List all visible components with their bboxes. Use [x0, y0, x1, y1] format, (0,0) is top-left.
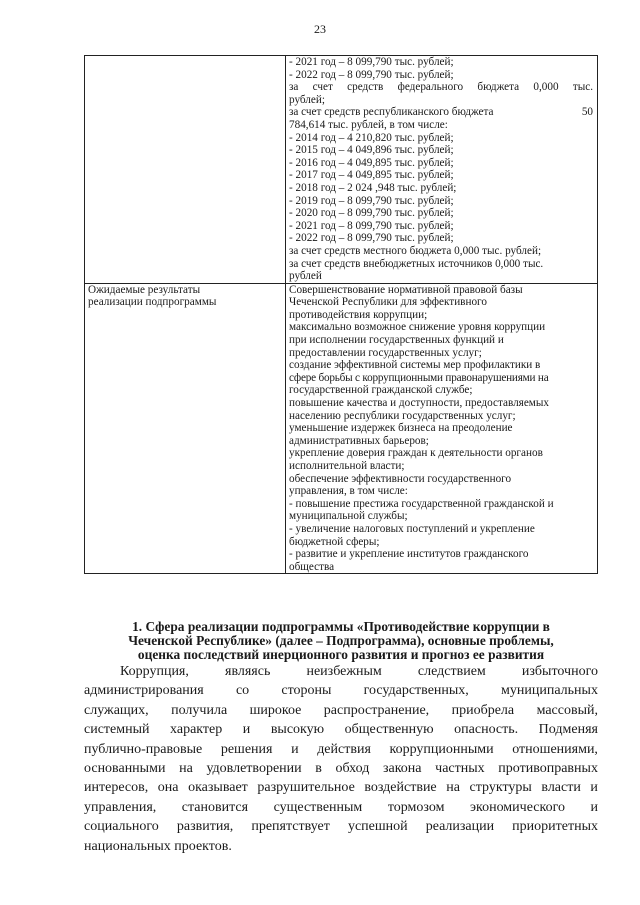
- result-line: бюджетной сферы;: [289, 535, 380, 548]
- paragraph-word: в: [315, 761, 322, 777]
- paragraph-word: высокую: [270, 722, 325, 738]
- funding-line: [289, 81, 593, 94]
- result-line: общества: [289, 560, 335, 573]
- paragraph-word: удовлетворении: [206, 761, 302, 777]
- result-line: исполнительной власти;: [289, 460, 405, 472]
- funding-line: - 2019 год – 8 099,790 тыс. рублей;: [289, 194, 454, 207]
- paragraph-word: на: [446, 780, 460, 796]
- funding-line: - 2016 год – 4 049,895 тыс. рублей;: [289, 156, 454, 169]
- paragraph-word: обход: [335, 761, 370, 777]
- paragraph-word: разрушительное: [257, 780, 355, 796]
- funding-line: - 2020 год – 8 099,790 тыс. рублей;: [289, 207, 454, 220]
- paragraph-word: власти: [541, 780, 581, 796]
- funding-line: - 2018 год – 2 024 ,948 тыс. рублей;: [289, 181, 457, 194]
- paragraph-word: развития,: [176, 819, 234, 835]
- funding-line: - 2017 год – 4 049,895 тыс. рублей;: [289, 169, 454, 182]
- result-line: при исполнении государственных функций и: [289, 334, 504, 347]
- paragraph-word: Подменяя: [538, 722, 598, 738]
- section-heading: [84, 620, 598, 662]
- paragraph-word: муниципальных: [501, 683, 598, 699]
- result-line: обеспечение эффективности государственного: [289, 472, 512, 485]
- funding-line: рублей: [289, 270, 322, 283]
- paragraph-word: реализации: [425, 819, 495, 835]
- funding-line: - 2021 год – 8 099,790 тыс. рублей;: [289, 219, 454, 232]
- subprogram-passport-table: [84, 55, 598, 574]
- paragraph-word: избыточного: [521, 664, 598, 679]
- paragraph-word: становится: [181, 799, 249, 815]
- result-line: Совершенствование нормативной правовой базы: [289, 283, 523, 296]
- paragraph-word: общественную: [344, 722, 434, 738]
- funding-line-text: за счет средств республиканского бюджета: [289, 106, 494, 119]
- funding-line: за счет средств местного бюджета 0,000 тыс. рублей;: [289, 244, 542, 257]
- paragraph-word: тормозом: [387, 799, 445, 815]
- paragraph-word: неизбежным: [306, 664, 382, 679]
- funding-line-text: за счет средств федерального бюджета 0,000 тыс.: [289, 81, 593, 94]
- paragraph-word: экономического: [469, 799, 565, 815]
- paragraph-word: и: [291, 741, 299, 757]
- section-heading-line: Чеченской Республике» (далее – Подпрограмма), основные проблемы,: [128, 633, 554, 648]
- paragraph-line: [84, 701, 598, 720]
- table-cell-expected-results: [286, 283, 598, 574]
- result-line: - повышение престижа государственной гражданской и: [289, 497, 554, 510]
- paragraph-word: решения: [220, 741, 273, 757]
- paragraph-word: служащих,: [84, 702, 149, 718]
- paragraph-word: и: [242, 722, 251, 738]
- body-paragraph: [84, 662, 598, 856]
- paragraph-word: оказывает: [188, 780, 248, 796]
- paragraph-word: характер: [170, 722, 223, 738]
- paragraph-word: отношениями,: [512, 741, 598, 757]
- paragraph-word: публично-правовые: [84, 741, 203, 757]
- result-line: повышение качества и доступности, предоставляемых: [289, 397, 549, 410]
- paragraph-word: приоритетных: [512, 819, 598, 835]
- paragraph-word: частных: [435, 761, 485, 777]
- paragraph-word: и: [590, 799, 598, 815]
- funding-line: 784,614 тыс. рублей, в том числе:: [289, 118, 448, 131]
- result-line: - развитие и укрепление институтов гражданского: [289, 548, 529, 561]
- paragraph-word: широкое: [249, 702, 302, 718]
- paragraph-word: со: [235, 683, 250, 699]
- paragraph-line: [84, 681, 598, 700]
- funding-line: рублей;: [289, 93, 325, 106]
- result-line: максимально возможное снижение уровня коррупции: [289, 321, 546, 334]
- funding-line: [289, 106, 593, 119]
- paragraph-word: существенным: [273, 799, 363, 815]
- table-row-expected-results: [85, 283, 598, 574]
- paragraph-word: и: [590, 780, 598, 796]
- paragraph-word: следствием: [417, 664, 486, 679]
- paragraph-word: системный: [84, 722, 150, 738]
- paragraph-word: государственных,: [363, 683, 469, 699]
- page-number: 23: [314, 22, 326, 36]
- paragraph-line: [84, 837, 598, 856]
- paragraph-line: [84, 720, 598, 739]
- paragraph-word: распространение,: [323, 702, 430, 718]
- paragraph-line: [84, 778, 598, 797]
- table-row-funding: [85, 56, 598, 284]
- paragraph-word: закона: [382, 761, 422, 777]
- funding-line: - 2022 год – 8 099,790 тыс. рублей;: [289, 68, 454, 81]
- paragraph-word: противоправных: [498, 761, 598, 777]
- section-heading-line: 1. Сфера реализации подпрограммы «Противодействие коррупции в: [132, 619, 550, 634]
- result-line: населению республики государственных услуг;: [289, 409, 516, 422]
- funding-line-number: 50: [581, 106, 593, 119]
- result-line: создание эффективной системы мер профилактики в: [289, 359, 541, 372]
- paragraph-word: стороны: [281, 683, 332, 699]
- paragraph-line: [84, 817, 598, 836]
- paragraph-line: [84, 759, 598, 778]
- paragraph-word: Коррупция,: [120, 664, 189, 679]
- section-heading-line: оценка последствий инерционного развития и прогноз ее развития: [137, 647, 545, 662]
- paragraph-line: [84, 740, 598, 759]
- result-line: управления, в том числе:: [289, 485, 408, 498]
- funding-line: - 2015 год – 4 049,896 тыс. рублей;: [289, 144, 454, 157]
- paragraph-word: структуры: [469, 780, 532, 796]
- paragraph-word: интересов,: [84, 780, 149, 796]
- paragraph-word: основанными: [84, 761, 166, 777]
- result-line: укрепление доверия граждан к деятельности органов: [289, 447, 543, 460]
- result-line: государственной гражданской службе;: [289, 384, 473, 397]
- paragraph-word: коррупционными: [389, 741, 494, 757]
- paragraph-word: она: [157, 780, 179, 796]
- funding-line: - 2022 год – 8 099,790 тыс. рублей;: [289, 232, 454, 245]
- result-line: уменьшение издержек бизнеса на преодоление: [289, 422, 513, 435]
- funding-line: - 2021 год – 8 099,790 тыс. рублей;: [289, 56, 454, 68]
- result-line: противодействия коррупции;: [289, 308, 428, 321]
- funding-line: - 2014 год – 4 210,820 тыс. рублей;: [289, 131, 454, 144]
- paragraph-word: получила: [171, 702, 228, 718]
- paragraph-word: администрирования: [84, 683, 204, 699]
- paragraph-word: действия: [317, 741, 371, 757]
- paragraph-word: препятствует: [251, 819, 330, 835]
- result-line: предоставлении государственных услуг;: [289, 346, 482, 359]
- table-cell-funding: [286, 56, 598, 284]
- paragraph-word: воздействие: [364, 780, 437, 796]
- paragraph-word: опасность.: [454, 722, 519, 738]
- expected-results-label: Ожидаемые результаты: [88, 283, 201, 296]
- paragraph-word: национальных проектов.: [84, 838, 232, 854]
- paragraph-word: массовый,: [536, 702, 598, 718]
- result-line: муниципальной службы;: [289, 510, 408, 523]
- paragraph-word: успешной: [347, 819, 408, 835]
- result-line: Чеченской Республики для эффективного: [289, 296, 487, 309]
- paragraph-word: приобрела: [451, 702, 515, 718]
- paragraph-word: на: [179, 761, 193, 777]
- expected-results-label: реализации подпрограммы: [88, 296, 217, 309]
- result-line: сфере борьбы с коррупционными правонарушениями на: [289, 371, 549, 384]
- paragraph-line: [84, 798, 598, 817]
- paragraph-word: социального: [84, 819, 159, 835]
- paragraph-word: управления,: [84, 799, 157, 815]
- paragraph-word: являясь: [225, 664, 271, 679]
- result-line: административных барьеров;: [289, 434, 429, 447]
- paragraph-line: [84, 662, 598, 681]
- table-cell-empty: [85, 56, 286, 284]
- table-cell-expected-results-label: [85, 283, 286, 574]
- funding-line: за счет средств внебюджетных источников 0,000 тыс.: [289, 257, 544, 270]
- result-line: - увеличение налоговых поступлений и укрепление: [289, 522, 535, 535]
